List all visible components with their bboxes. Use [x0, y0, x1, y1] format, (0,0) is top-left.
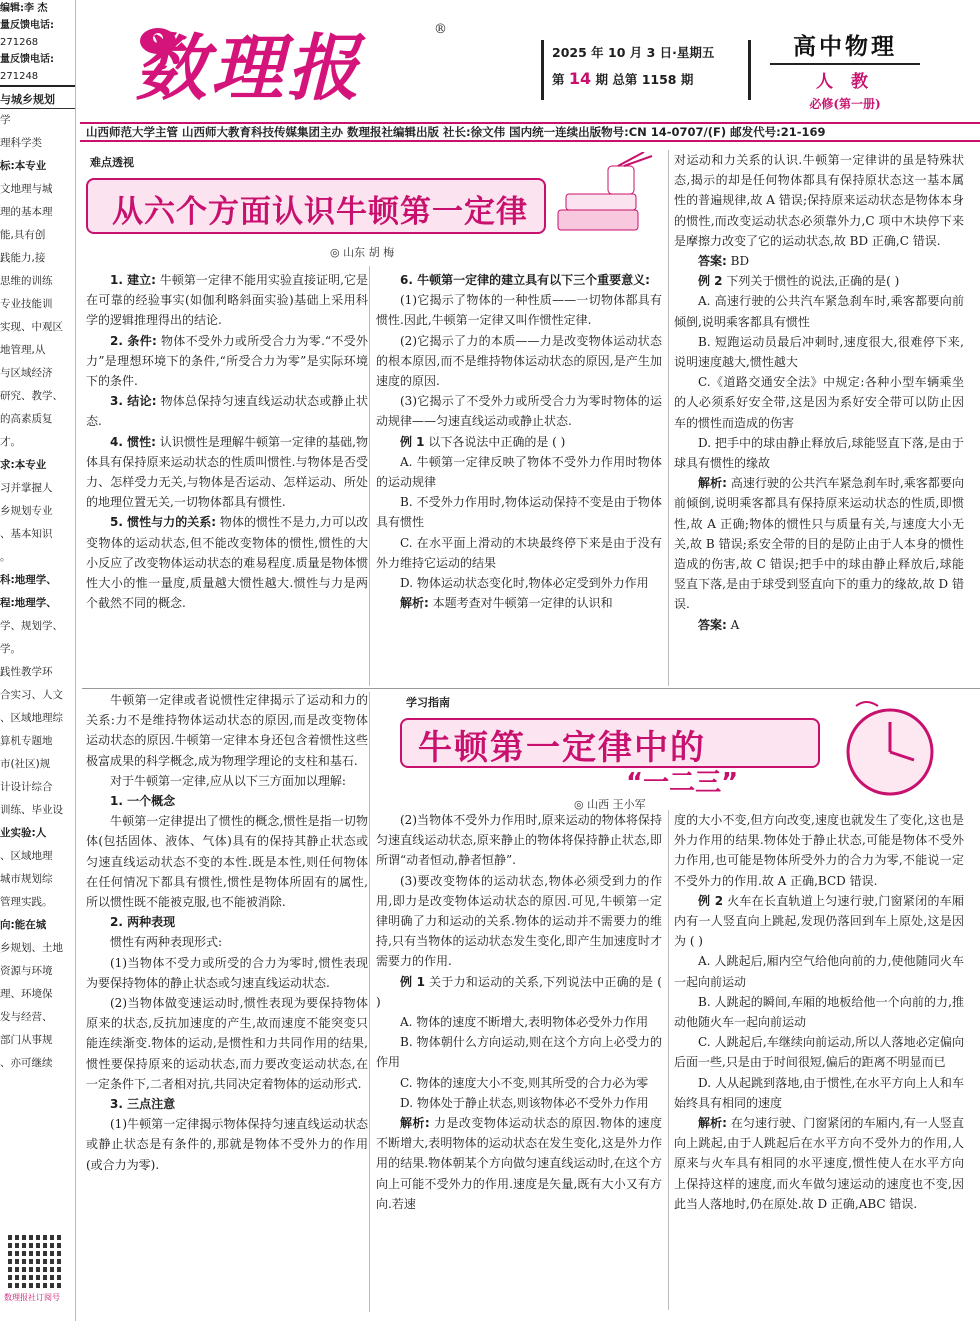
sidebar-text: [0, 109, 75, 1075]
paragraph-heading: 1. 建立:: [110, 273, 156, 287]
sidebar-line: 资源与环境: [0, 965, 53, 977]
paragraph: 例 2 火车在长直轨道上匀速行驶,门窗紧闭的车厢内有一人竖直向上跳起,发现仍落回到车上原处,这是因为 ( ): [674, 893, 964, 949]
paragraph: 对运动和力关系的认识.牛顿第一定律讲的虽是特殊状态,揭示的却是任何物体都具有保持原状态这一基本属性的普遍规律,故 A 错误;保持原来运动状态是物体本身的惯性,而改变运动状态必须靠外力,C 项中木块停下来是摩擦力改变了它的运动状态,故 BD 正确,C 错误.: [674, 153, 964, 248]
paragraph: (2)当物体不受外力作用时,原来运动的物体将保持匀速直线运动状态,原来静止的物体将保持静止状态,即所谓“动者恒动,静者恒静”.: [376, 813, 662, 868]
article2-byline: ◎ 山西 王小军: [574, 798, 646, 811]
paragraph-heading: 5. 惯性与力的关系:: [110, 515, 217, 530]
paragraph: 对于牛顿第一定律,应从以下三方面加以理解:: [110, 773, 346, 788]
paragraph: 答案: BD: [698, 254, 750, 269]
paragraph: C. 在水平面上滑动的木块最终停下来是由于没有外力维持它运动的结果: [376, 535, 662, 570]
sidebar-line: 训练、毕业设: [0, 804, 63, 816]
article2-column-3: [674, 810, 964, 1214]
paragraph-heading: 3. 三点注意: [110, 1097, 176, 1112]
paragraph: 例 1 关于力和运动的关系,下列说法中正确的是 ( ): [376, 974, 662, 1009]
textbook-publisher: 人 教: [816, 72, 874, 92]
article2-title: 牛顿第一定律中的: [418, 728, 706, 768]
paragraph: A. 高速行驶的公共汽车紧急刹车时,乘客都要向前倾倒,说明乘客都具有惯性: [674, 294, 964, 329]
sidebar-line: 、亦可继续: [0, 1057, 53, 1069]
issue-number: 第 14 期 总第 1158 期: [552, 69, 694, 88]
sidebar-line: 理科学类: [0, 137, 42, 149]
article1-column-2: [376, 270, 662, 613]
sidebar-line: 思维的训练: [0, 275, 53, 287]
sidebar-line: 理的基本理: [0, 206, 53, 218]
sidebar-line: 、区域地理: [0, 850, 53, 862]
sidebar-line: 、区域地理综: [0, 712, 63, 724]
paragraph-heading: 3. 结论:: [110, 394, 157, 409]
paragraph: (2)它揭示了力的本质——力是改变物体运动状态的根本原因,而不是维持物体运动状态的原因,是产生加速度的原因.: [376, 333, 662, 389]
sidebar-editor: 编辑:李 杰: [0, 0, 75, 17]
paragraph: B. 物体朝什么方向运动,则在这个方向上必受力的作用: [376, 1035, 662, 1070]
sidebar-line: 管理实践。: [0, 896, 53, 908]
paragraph: C. 物体的速度大小不变,则其所受的合力必为零: [400, 1075, 649, 1090]
sidebar-tel-2: 271248: [0, 68, 75, 87]
paragraph: (3)它揭示了不受外力或所受合力为零时物体的运动规律——匀速直线运动或静止状态.: [376, 394, 662, 429]
sidebar-line: 向:能在城: [0, 919, 47, 931]
sidebar-line: 业实验:人: [0, 827, 47, 839]
paragraph: D. 物体处于静止状态,则该物体必不受外力作用: [400, 1095, 649, 1110]
paragraph: 2. 条件: 物体不受外力或所受合力为零.“不受外力”是理想环境下的条件,“所受合力为零”是实际环境下的条件.: [86, 333, 368, 389]
paragraph: C. 人跳起后,车继续向前运动,所以人落地必定偏向后面一些,只是由于时间很短,偏后的距离不明显而已: [674, 1035, 964, 1070]
subject-title: 高中物理: [770, 28, 920, 65]
paragraph: B. 不受外力作用时,物体运动保持不变是由于物体具有惯性: [376, 495, 662, 530]
masthead: [80, 0, 980, 120]
publication-info-bar: 山西师范大学主管 山西师大教育科技传媒集团主办 数理报社编辑出版 社长:徐文伟 国内统一连续出版物号:CN 14-0707/(F) 邮发代号:21-169: [80, 122, 980, 142]
paragraph-heading: 解析:: [698, 476, 727, 491]
article2-banner: [396, 690, 956, 810]
paragraph: A. 人跳起后,厢内空气给他向前的力,使他随同火车一起向前运动: [674, 954, 964, 989]
paragraph: C.《道路交通安全法》中规定:各种小型车辆乘坐的人必须系好安全带,这是因为系好安全带可以防止因车的惯性而造成的伤害: [674, 375, 964, 430]
sidebar-line: 计设计综合: [0, 781, 53, 793]
sidebar-line: 与区域经济: [0, 367, 53, 379]
sidebar-line: 科:地理学、: [0, 574, 57, 586]
sidebar-line: 乡规划专业: [0, 505, 53, 517]
sidebar-line: 才。: [0, 436, 21, 448]
paragraph: A. 物体的速度不断增大,表明物体必受外力作用: [400, 1015, 649, 1030]
sidebar-line: 乡规划、土地: [0, 942, 63, 954]
paragraph: (1)牛顿第一定律揭示物体保持匀速直线运动状态或静止状态是有条件的,那就是物体不受外力的作用(或合力为零).: [86, 1117, 368, 1172]
paragraph: A. 牛顿第一定律反映了物体不受外力作用时物体的运动规律: [376, 454, 662, 490]
paragraph-heading: 例 1: [400, 434, 425, 449]
article1-tag: 难点透视: [90, 156, 134, 169]
paragraph: 4. 惯性: 认识惯性是理解牛顿第一定律的基础,物体具有保持原来运动状态的性质叫惯性.与物体是否受力、怎样受力无关,与物体是否运动、怎样运动、所处的地理位置无关,一切物体都具有惯性.: [86, 434, 368, 510]
paragraph: 1. 建立: 牛顿第一定律不能用实验直接证明,它是在可靠的经验事实(如伽利略斜面实验)基础上采用科学的逻辑推理得出的结论.: [86, 273, 368, 328]
sidebar-line: 城市规划综: [0, 873, 53, 885]
sidebar-line: 实现、中观区: [0, 321, 63, 333]
article2-tag: 学习指南: [406, 696, 450, 709]
edition-info: [770, 28, 920, 112]
sidebar-line: 研究、教学、: [0, 390, 63, 402]
paragraph: B. 短跑运动员最后冲刺时,速度很大,很难停下来,说明速度越大,惯性越大: [674, 334, 964, 370]
newspaper-logo: 数理报: [135, 25, 364, 110]
sidebar-line: 、基本知识: [0, 528, 53, 540]
paragraph-heading: 答案:: [698, 254, 727, 269]
sidebar-line: 的高素质复: [0, 413, 53, 425]
sidebar-line: 市(社区)规: [0, 758, 51, 770]
paragraph: 惯性有两种表现形式:: [110, 935, 223, 950]
sidebar: [0, 0, 76, 1321]
sidebar-section-title: 与城乡规划: [0, 91, 75, 109]
books-pen-icon: [548, 152, 658, 252]
article1-byline: ◎ 山东 胡 梅: [330, 246, 395, 259]
paragraph-heading: 2. 条件:: [110, 333, 157, 348]
paragraph: D. 物体运动状态变化时,物体必定受到外力作用: [400, 576, 649, 591]
article1-column-1: [86, 270, 368, 613]
sidebar-line: 文地理与城: [0, 183, 53, 195]
paragraph: B. 人跳起的瞬间,车厢的地板给他一个向前的力,推动他随火车一起向前运动: [674, 994, 964, 1030]
sidebar-line: 算机专题地: [0, 735, 53, 747]
sidebar-line: 学: [0, 114, 11, 126]
sidebar-line: 部门从事规: [0, 1034, 53, 1046]
sidebar-feedback-label-2: 量反馈电话:: [0, 51, 75, 68]
paragraph-heading: 例 2: [698, 274, 723, 289]
article2-column-2: [376, 810, 662, 1214]
paragraph: 例 2 下列关于惯性的说法,正确的是( ): [698, 274, 900, 289]
qr-label: 数理报社订阅号: [4, 1293, 60, 1302]
sidebar-line: 理、环境保: [0, 988, 53, 1000]
textbook-volume: 必修(第一册): [809, 97, 881, 111]
paragraph: 3. 结论: 物体总保持匀速直线运动状态或静止状态.: [86, 394, 368, 429]
article1-column-3: [674, 150, 964, 635]
article2-title-sub: “一二三”: [626, 768, 739, 798]
paragraph: (1)它揭示了物体的一种性质——一切物体都具有惯性.因此,牛顿第一定律又叫作惯性定律.: [376, 293, 662, 328]
sidebar-line: 学、规划学、: [0, 620, 63, 632]
paragraph: [86, 912, 368, 932]
sidebar-line: 学。: [0, 643, 21, 655]
registered-mark: ®: [434, 22, 447, 37]
paragraph: [86, 791, 368, 811]
paragraph-heading: 例 2: [698, 893, 724, 908]
paragraph: (2)当物体做变速运动时,惯性表现为要保持物体原来的状态,反抗加速度的产生,故而速度不能突变只能连续渐变.物体的运动,是惯性和力共同作用的结果,惯性要保持原来的运动状态,而力要改变运动状态,在一定条件下,二者相对抗,共同决定着物体的运动形式.: [86, 996, 368, 1091]
sidebar-line: 能,具有创: [0, 229, 46, 241]
paragraph-heading: 解析:: [400, 596, 429, 611]
article2-column-1: [86, 690, 368, 1175]
sidebar-line: 习并掌握人: [0, 482, 53, 494]
paragraph: 答案: A: [698, 617, 740, 632]
sidebar-line: 践能力,接: [0, 252, 46, 264]
paragraph-heading: 答案:: [698, 617, 727, 632]
clock-icon: [826, 696, 946, 800]
sidebar-line: 践性教学环: [0, 666, 53, 678]
paragraph-heading: 2. 两种表现: [110, 915, 176, 930]
article1-title: 从六个方面认识牛顿第一定律: [112, 194, 528, 230]
sidebar-line: 求:本专业: [0, 459, 47, 471]
paragraph: 牛顿第一定律或者说惯性定律揭示了运动和力的关系:力不是维持物体运动状态的原因,而是改变物体运动状态的原因.牛顿第一定律本身还包含着惯性这些极富成果的科学概念,成为物理学理论的支柱和基石.: [86, 693, 368, 768]
paragraph: 度的大小不变,但方向改变,速度也就发生了变化,这也是外力作用的结果.物体处于静止状态,可能是物体不受外力作用,也可能是物体所受外力的合力为零,不能说一定不受外力的作用.故 A 正确,BCD 错误.: [674, 813, 964, 888]
issue-box: [541, 40, 751, 100]
paragraph-heading: 4. 惯性:: [110, 434, 156, 449]
sidebar-line: 专业技能训: [0, 298, 53, 310]
paragraph-heading: 解析:: [400, 1116, 430, 1131]
paragraph: (3)要改变物体的运动状态,物体必须受到力的作用,即力是改变物体运动状态的原因.可见,牛顿第一定律明确了力和运动的关系.物体的运动并不需要力的维持,只有当物体的运动状态发生变化,即产生加速度时才需要力的作用.: [376, 873, 662, 969]
paragraph: [86, 1094, 368, 1114]
sidebar-line: 地管理,从: [0, 344, 46, 356]
paragraph-heading: 6. 牛顿第一定律的建立具有以下三个重要意义:: [400, 273, 650, 287]
paragraph-heading: 1. 一个概念: [110, 794, 176, 809]
paragraph: 5. 惯性与力的关系: 物体的惯性不是力,力可以改变物体的运动状态,但不能改变物体的惯性,惯性的大小反应了改变物体运动状态的难易程度.质量是物体惯性大小的惟一量度,质量越大惯性越大.惯性与力是两个截然不同的概念.: [86, 515, 368, 611]
sidebar-feedback-label-1: 量反馈电话:: [0, 17, 75, 34]
paragraph-heading: 解析:: [698, 1116, 727, 1131]
paragraph: D. 人从起跳到落地,由于惯性,在水平方向上人和车始终具有相同的速度: [674, 1075, 964, 1110]
paragraph-heading: 例 1: [400, 974, 425, 989]
article1-banner: [86, 152, 656, 262]
paragraph: 解析: 本题考查对牛顿第一定律的认识和: [400, 596, 613, 611]
paragraph: 解析: 在匀速行驶、门窗紧闭的车厢内,有一人竖直向上跳起,由于人跳起后在水平方向不受外力的作用,人原来与火车具有相同的水平速度,惯性使人在水平方向上保持这样的速度,而火车做匀速运动的速度也不变,因此当人落地时,仍在原处.故 D 正确,ABC 错误.: [674, 1116, 964, 1211]
paragraph: 牛顿第一定律提出了惯性的概念,惯性是指一切物体(包括固体、液体、气体)具有的保持其静止状态或匀速直线运动状态不变的本性.既是本性,则任何物体在任何情况下都具有惯性,惯性是物体所固有的属性,所以惯性既不能被克服,也不能被消除.: [86, 814, 368, 910]
sidebar-line: 合实习、人文: [0, 689, 63, 701]
paragraph: D. 把手中的球由静止释放后,球能竖直下落,是由于球具有惯性的缘故: [674, 435, 964, 471]
paragraph: (1)当物体不受力或所受的合力为零时,惯性表现为要保持物体的静止状态或匀速直线运动状态.: [86, 955, 368, 990]
paragraph: 例 1 以下各说法中正确的是 ( ): [400, 434, 566, 449]
paragraph: 解析: 高速行驶的公共汽车紧急刹车时,乘客都要向前倾倒,说明乘客都具有保持原来运动状态的性质,即惯性,故 A 正确;物体的惯性只与质量有关,与速度大小无关,故 B 错误;系安全带的目的是防止由于人本身的惯性造成的伤害,故 C 错误;把手中的球由静止释放后,球能竖直下落,是由于球受到竖直向下的重力的缘故,故 D 错误.: [674, 476, 964, 612]
issue-date: 2025 年 10 月 3 日·星期五: [552, 45, 715, 60]
sidebar-line: 。: [0, 551, 11, 563]
sidebar-line: 标:本专业: [0, 160, 47, 172]
paragraph: [376, 270, 662, 290]
sidebar-line: 程:地理学、: [0, 597, 57, 609]
sidebar-line: 发与经营、: [0, 1011, 53, 1023]
paragraph: 解析: 力是改变物体运动状态的原因.物体的速度不断增大,表明物体的运动状态在发生变化,这是外力作用的结果.物体朝某个方向做匀速直线运动时,在这个方向上可能不受外力的作用.速度是矢量,既有大小又有方向.若速: [376, 1116, 662, 1211]
sidebar-tel-1: 271268: [0, 34, 75, 51]
